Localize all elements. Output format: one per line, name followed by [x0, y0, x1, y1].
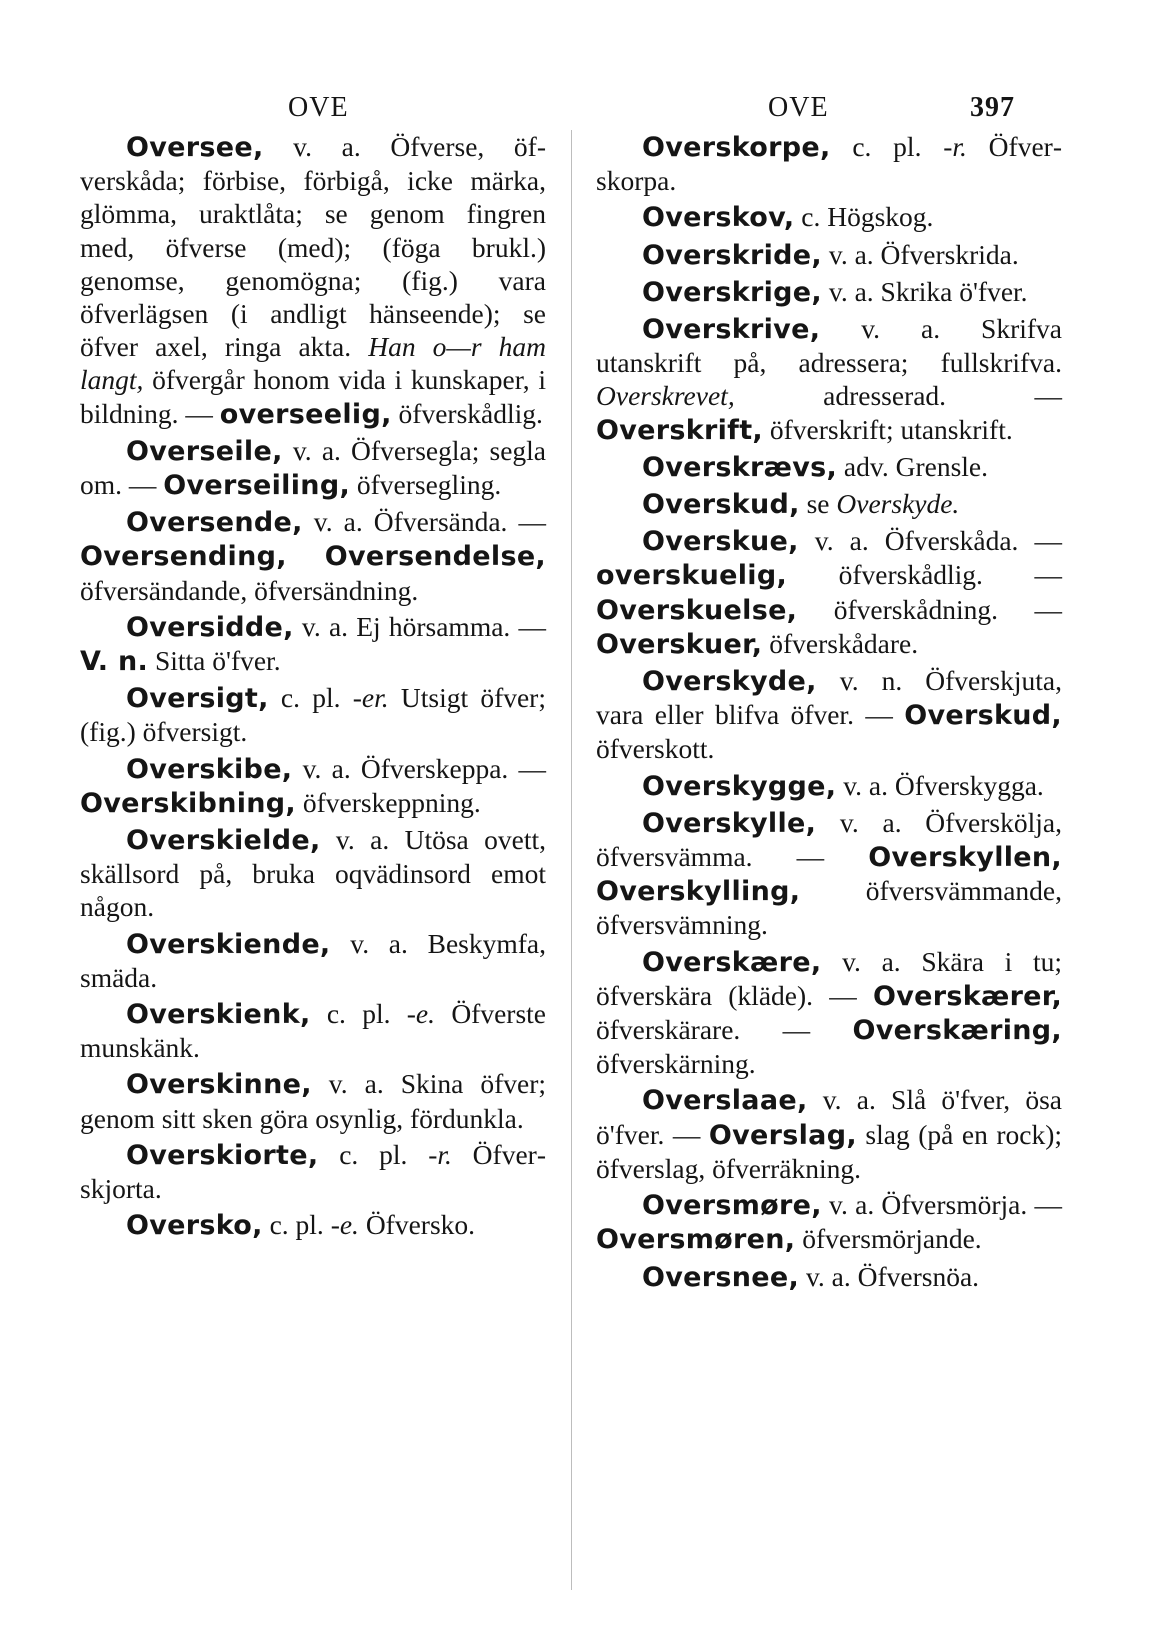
- dictionary-entry: [80, 1067, 546, 1134]
- headword: Oversmøren,: [596, 1224, 796, 1256]
- dictionary-entry: [596, 275, 1062, 309]
- headword: Overskrævs,: [642, 451, 838, 483]
- definition-text: adresserad. —: [734, 380, 1062, 412]
- definition-text: öfvergår honom vida i kunskaper, i bildning. —: [80, 364, 546, 429]
- definition-text: Öfverskorpa.: [596, 131, 1062, 197]
- definition-text: öfversmörjande.: [795, 1223, 982, 1255]
- dictionary-entry: [596, 1260, 1062, 1294]
- definition-text: Öfverste munskänk.: [80, 998, 546, 1064]
- definition-text: v. a. Slå ö'fver, ösa ö'fver. —: [596, 1084, 1062, 1150]
- headword: Overskud,: [904, 700, 1062, 732]
- dictionary-entry: [596, 664, 1062, 766]
- italic-text: -r.: [428, 1138, 452, 1170]
- definition-text: c. Högskog.: [794, 201, 934, 233]
- headword: Overskud,: [642, 489, 800, 521]
- definition-text: c. pl.: [830, 131, 944, 162]
- definition-text: v. n. Öfverskjuta, vara eller blifva öfver. —: [596, 665, 1062, 731]
- headword: Overskrige,: [642, 276, 822, 308]
- headword: Overskibe,: [126, 753, 293, 785]
- definition-text: öfverskott.: [596, 733, 715, 765]
- headword: Overskæring,: [852, 1015, 1062, 1047]
- headword: Oversende,: [126, 507, 303, 539]
- definition-text: öfverskådlig. —: [787, 559, 1062, 591]
- definition-text: v. a. Öfverse, öfverskåda; förbise, förbigå, icke märka, glömma, uraktlåta; se genom fingren med, öfverse (med); (föga brukl.) genomse, genomögna; (fig.) vara öfverlägsen (i andligt hänseende); se öfver axel, ringa akta.: [80, 131, 546, 363]
- dictionary-entry: [80, 927, 546, 994]
- headword: Overskov,: [642, 202, 795, 234]
- dictionary-entry: [596, 238, 1062, 272]
- definition-text: v. a. Skina öfver; genom sitt sken göra osynlig, fördunkla.: [80, 1068, 546, 1134]
- headword: Overskylle,: [642, 807, 817, 839]
- headword: Overskue,: [642, 526, 799, 558]
- headword: Oversidde,: [126, 611, 294, 643]
- headword: Overskære,: [642, 946, 822, 978]
- headword: Overseile,: [126, 435, 283, 467]
- headword: Overskrive,: [642, 314, 821, 346]
- dictionary-entry: [596, 312, 1062, 447]
- dictionary-entry: [596, 200, 1062, 234]
- italic-text: Han o—r ham langt,: [80, 331, 546, 396]
- dictionary-entry: [596, 945, 1062, 1081]
- headword: Oversee,: [126, 132, 264, 163]
- headword: Overskiorte,: [126, 1139, 319, 1171]
- definition-text: v. a. Öfverskåda. —: [798, 525, 1062, 557]
- definition-text: v. a. Öfverskeppa. —: [292, 752, 546, 784]
- headword: Oversko,: [126, 1210, 263, 1242]
- headword: Oversigt,: [126, 683, 269, 715]
- definition-text: v. a. Öfversmörja. —: [821, 1189, 1062, 1221]
- headword: Overseiling,: [163, 470, 350, 502]
- definition-text: Öfverskjorta.: [80, 1138, 546, 1205]
- definition-text: öfverskärare. —: [596, 1014, 853, 1046]
- dictionary-entry: [80, 681, 546, 748]
- headword: Overskinne,: [126, 1069, 312, 1101]
- definition-text: öfverskeppning.: [295, 786, 481, 818]
- headword: Overskiende,: [126, 928, 331, 960]
- dictionary-entry: [596, 1083, 1062, 1185]
- headword: overskuelig,: [596, 560, 788, 592]
- dictionary-entry: [80, 1138, 546, 1205]
- dictionary-entry: [596, 130, 1062, 197]
- definition-text: c. pl.: [268, 682, 353, 714]
- headword: Overskorpe,: [642, 132, 831, 163]
- headword: Oversending, Oversendelse,: [80, 541, 546, 573]
- definition-text: v. a. Skära i tu; öfverskära (kläde). —: [596, 945, 1062, 1011]
- headword: Overskride,: [642, 239, 822, 271]
- definition-text: öfverskådlig.: [391, 397, 543, 429]
- dictionary-entry: [596, 769, 1062, 803]
- dictionary-entry: [80, 505, 546, 607]
- headword: Overskuelse,: [596, 594, 798, 626]
- italic-text: -e.: [406, 998, 436, 1030]
- definition-text: v. a. Beskymfa, smäda.: [80, 927, 546, 993]
- dictionary-entry: [596, 487, 1062, 521]
- headword: Overskibning,: [80, 787, 296, 819]
- definition-text: Öfversko.: [358, 1209, 476, 1241]
- definition-text: v. a. Öfversnöa.: [799, 1260, 980, 1292]
- headword: V. n.: [80, 646, 149, 678]
- definition-text: c. pl.: [310, 998, 407, 1030]
- left-column: [80, 130, 546, 1246]
- headword: Overskyde,: [642, 666, 817, 698]
- headword: Oversmøre,: [642, 1190, 822, 1222]
- definition-text: v. a. Öfverskölja, öfversvämma. —: [596, 806, 1062, 873]
- definition-text: v. a. Utösa ovett, skällsord på, bruka oqvädinsord emot någon.: [80, 824, 546, 923]
- dictionary-entry: [80, 610, 546, 678]
- dictionary-entry: [596, 806, 1062, 942]
- dictionary-entry: [80, 434, 546, 502]
- definition-text: öfversändande, öfversändning.: [80, 574, 419, 606]
- italic-text: -r.: [943, 131, 967, 162]
- headword: Overskuer,: [596, 628, 763, 660]
- dictionary-entry: [80, 130, 546, 431]
- definition-text: v. a. Öfversegla; segla om. —: [80, 434, 546, 501]
- right-guide-word: OVE: [768, 92, 829, 123]
- headword: Overslaae,: [642, 1085, 808, 1117]
- definition-text: v. a. Skrifva utanskrift på, adressera; fullskrifva.: [596, 313, 1062, 379]
- dictionary-entry: [80, 997, 546, 1064]
- definition-text: öfversegling.: [350, 469, 502, 501]
- headword: Overskærer,: [872, 980, 1062, 1012]
- definition-text: öfverskådare.: [762, 627, 919, 659]
- right-column: [596, 130, 1062, 1297]
- italic-text: Overskyde.: [836, 488, 960, 520]
- dictionary-entry: [80, 1208, 546, 1242]
- headword: Overskrift,: [596, 414, 763, 446]
- headword: overseelig,: [219, 398, 392, 430]
- definition-text: Sitta ö'fver.: [148, 645, 281, 677]
- left-guide-word: OVE: [288, 92, 349, 123]
- headword: Oversnee,: [642, 1261, 800, 1293]
- definition-text: v. a. Ej hörsamma. —: [293, 610, 546, 642]
- definition-text: öfverskådning. —: [797, 593, 1062, 625]
- headword: Overskielde,: [126, 825, 321, 857]
- headword: Overskygge,: [642, 770, 837, 802]
- italic-text: -er.: [352, 682, 389, 714]
- definition-text: v. a. Öfverskygga.: [836, 769, 1044, 801]
- dictionary-entry: [596, 450, 1062, 484]
- definition-text: c. pl.: [318, 1138, 429, 1170]
- headword: Overskienk,: [126, 999, 311, 1031]
- dictionary-entry: [596, 1188, 1062, 1256]
- dictionary-entry: [596, 524, 1062, 661]
- definition-text: c. pl.: [262, 1209, 331, 1241]
- definition-text: v. a. Öfversända. —: [302, 506, 546, 538]
- italic-text: Overskrevet,: [596, 380, 735, 412]
- column-divider: [571, 130, 572, 1590]
- dictionary-entry: [80, 823, 546, 924]
- headword: Overskyllen, Overskylling,: [596, 842, 1062, 908]
- definition-text: v. a. Skrika ö'fver.: [821, 275, 1028, 307]
- dictionary-entry: [80, 752, 546, 820]
- definition-text: öfverskärning.: [596, 1048, 756, 1080]
- definition-text: v. a. Öfverskrida.: [821, 238, 1019, 270]
- definition-text: Utsigt öfver; (fig.) öfversigt.: [80, 682, 546, 748]
- definition-text: adv. Grensle.: [837, 450, 988, 482]
- definition-text: öfversvämmande, öfversvämning.: [596, 875, 1062, 941]
- headword: Overslag,: [708, 1119, 857, 1151]
- page-number: 397: [970, 92, 1015, 123]
- definition-text: se: [799, 488, 837, 520]
- definition-text: slag (på en rock); öfverslag, öfverräkning.: [596, 1118, 1062, 1184]
- italic-text: -e.: [330, 1209, 359, 1241]
- definition-text: öfverskrift; utanskrift.: [763, 413, 1013, 445]
